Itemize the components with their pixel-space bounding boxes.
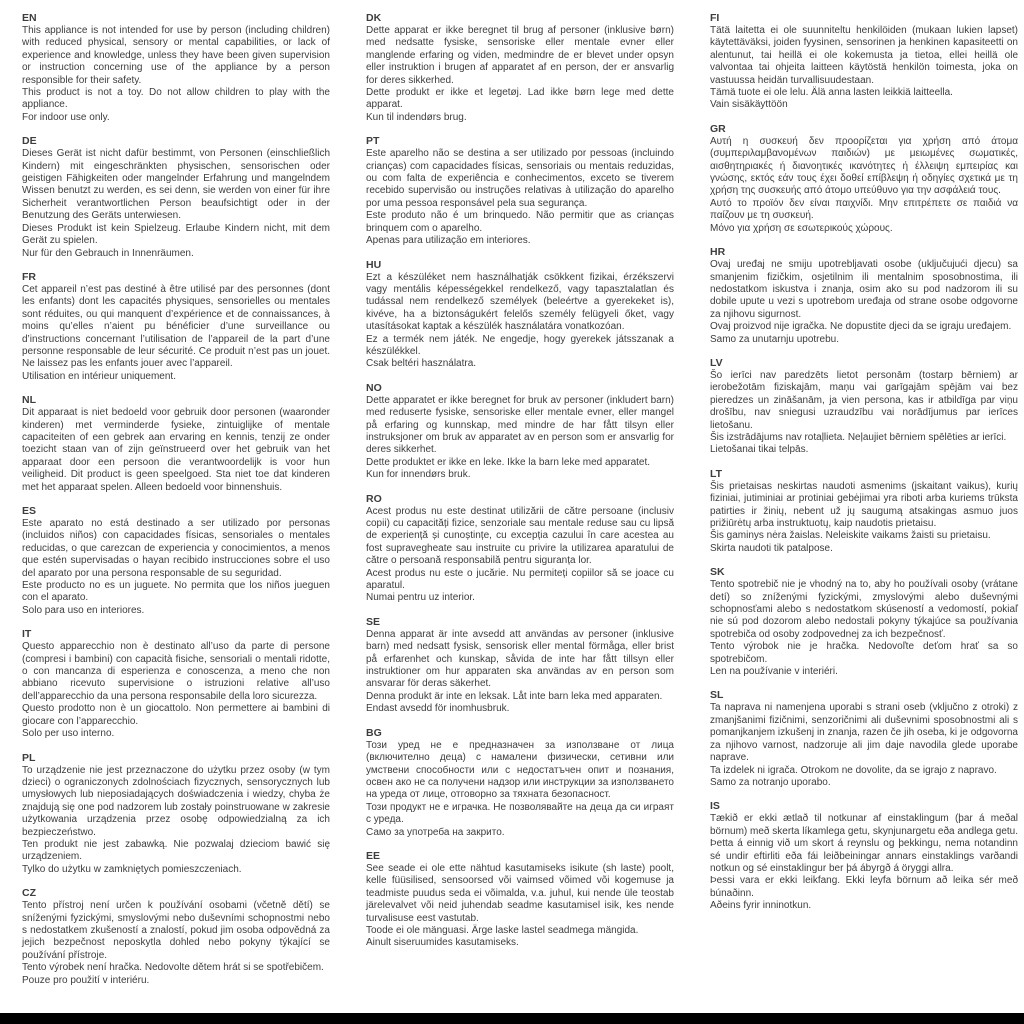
instruction-paragraph: Þessi vara er ekki leikfang. Ekki leyfa börnum að leika sér með búnaðinn. — [710, 875, 1018, 899]
instruction-paragraph: Tento přístroj není určen k používání osobami (včetně dětí) se sníženými fyzickými, smyslovými nebo duševními schopnostmi nebo s nedostatkem zkušeností a znalostí, pokud jim osoba odpovědná za jejich bezpečnost neposkytla dohled nebo pokyny týkající se používání přístroje. — [22, 900, 330, 961]
language-code-heading: NO — [366, 381, 382, 394]
instruction-paragraph: Denna produkt är inte en leksak. Låt inte barn leka med apparaten. — [366, 690, 663, 702]
instruction-paragraph: Dette apparat er ikke beregnet til brug af personer (inklusive børn) med nedsatte fysiske, sensoriske eller mentale evner eller manglende erfaring og viden, medmindre de er blevet under opsyn eller instruktion i brugen af apparatet af en person, der er ansvarlig for deres sikkerhed. — [366, 25, 674, 86]
language-section-sk — [710, 566, 1018, 678]
instruction-paragraph: Αυτό το προϊόν δεν είναι παιχνίδι. Μην επιτρέπετε σε παιδιά να παίζουν με τη συσκευή. — [710, 197, 1018, 222]
language-code-heading: SL — [710, 689, 724, 702]
instruction-paragraph: Este produto não é um brinquedo. Não permitir que as crianças brinquem com o aparelho. — [366, 210, 674, 234]
instruction-paragraph: Samo za notranjo uporabo. — [710, 776, 831, 788]
language-code-heading: SE — [366, 615, 381, 628]
language-code-heading: CZ — [22, 887, 36, 900]
language-section-it — [22, 628, 330, 740]
language-code-heading: IS — [710, 800, 720, 813]
language-code-heading: HU — [366, 258, 382, 271]
instruction-paragraph: Ta izdelek ni igrača. Otrokom ne dovolite, da se igrajo z napravo. — [710, 764, 997, 776]
instruction-paragraph: Šo ierīci nav paredzēts lietot personām (tostarp bērniem) ar ierobežotām fiziskajām, maņu vai garīgajām spējām vai bez pieredzes un zināšanām, ja vien persona, kas ir atbildīga par viņu drošību, nav sniegusi uzraudzību vai norādījumus par ierīces lietošanu. — [710, 369, 1018, 431]
language-section-no — [366, 382, 674, 482]
language-section-nl — [22, 394, 330, 494]
language-section-en — [22, 12, 330, 124]
instruction-paragraph: Len na používanie v interiéri. — [710, 666, 838, 678]
language-code-heading: LV — [710, 356, 723, 369]
instruction-paragraph: Този уред не е предназначен за използване от лица (включително деца) с намалени физически, сетивни или умствени способности или с недостатъчен опит и познания, освен ако не са получени надзор или инструкции за използването на уреда от лице, отговорно за тяхната безопасност. — [366, 739, 674, 801]
instruction-paragraph: Dette produktet er ikke en leke. Ikke la barn leke med apparatet. — [366, 456, 651, 468]
instruction-paragraph: Αυτή η συσκευή δεν προορίζεται για χρήση από άτομα (συμπεριλαμβανομένων παιδιών) με μειωμένες σωματικές, αισθητηριακές ή διανοητικές ικανότητες ή έλλειψη εμπειρίας και γνώσης, εκτός εάν τους έχει δοθεί επίβλεψη ή οδηγίες σχετικά με τη χρήση της συσκευής από άτομο υπεύθυνο για την ασφάλειά τους. — [710, 135, 1018, 197]
language-section-is — [710, 800, 1018, 912]
language-section-pl — [22, 752, 330, 877]
instruction-paragraph: Vain sisäkäyttöön — [710, 99, 788, 111]
language-section-gr — [710, 123, 1018, 235]
language-section-pt — [366, 135, 674, 247]
instruction-paragraph: Tento spotrebič nie je vhodný na to, aby ho používali osoby (vrátane detí) so zníženými fyzickými, zmyslovými alebo duševnými schopnosťami alebo s nedostatkom skúseností a vedomostí, pokiaľ nie sú pod dozorom alebo nedostali pokyny týkajúce sa používania spotrebiča od osoby zodpovednej za ich bezpečnosť. — [710, 579, 1018, 640]
instruction-paragraph: Само за употреба на закрито. — [366, 826, 505, 838]
language-code-heading: RO — [366, 492, 382, 505]
instruction-paragraph: Dette apparatet er ikke beregnet for bruk av personer (inkludert barn) med reduserte fysiske, sensoriske eller mentale evner, eller mangel på erfaring og kunnskap, med mindre de har fått tilsyn eller instruksjoner om bruk av apparatet av en person som er ansvarlig for deres sikkerhet. — [366, 394, 674, 456]
instruction-paragraph: Acest produs nu este destinat utilizării de către persoane (inclusiv copii) cu capacități fizice, senzoriale sau mentale reduse sau cu lipsă de experiență și cunoștințe, cu excepția cazului în care acestea au fost supravegheate sau instruite cu privire la utilizarea aparatului de către o persoană responsabilă pentru siguranța lor. — [366, 505, 674, 567]
language-code-heading: HR — [710, 246, 726, 259]
language-section-fr — [22, 271, 330, 383]
instruction-paragraph: Este aparelho não se destina a ser utilizado por pessoas (incluindo crianças) com capacidades físicas, sensoriais ou mentais reduzidas, ou com falta de experiência e conhecimentos, exceto se tiverem recebido supervisão ou instruções relativas à utilização do aparelho por uma pessoa responsável pela sua segurança. — [366, 148, 674, 209]
instruction-paragraph: Ezt a készüléket nem használhatják csökkent fizikai, érzékszervi vagy mentális képességekkel rendelkező, vagy tapasztalatlan és tudással nem rendelkező személyek (beleértve a gyerekeket is), kivéve, ha a biztonságukért felelős személy felügyeli őket, vagy utasításokat kaptak a készülék használatára vonatkozóan. — [366, 271, 674, 333]
instruction-paragraph: Tento výrobok nie je hračka. Nedovoľte deťom hrať sa so spotrebičom. — [710, 641, 1018, 665]
instruction-paragraph: Ta naprava ni namenjena uporabi s strani oseb (vključno z otroki) z zmanjšanimi fizičnimi, senzoričnimi ali duševnimi sposobnostmi ali s pomanjkanjem izkušenj in znanja, razen če jih oseba, ki je odgovorna za njihovo varnost, nadzoruje ali jim daje navodila glede uporabe naprave. — [710, 702, 1018, 764]
instruction-paragraph: Nur für den Gebrauch in Innenräumen. — [22, 247, 194, 259]
language-section-ro — [366, 493, 674, 605]
instruction-paragraph: Tento výrobek není hračka. Nedovolte dětem hrát si se spotřebičem. — [22, 962, 324, 974]
instruction-paragraph: Този продукт не е играчка. Не позволявайте на деца да си играят с уреда. — [366, 801, 674, 826]
instruction-paragraph: Csak beltéri használatra. — [366, 358, 477, 370]
instruction-paragraph: This appliance is not intended for use by person (including children) with reduced physical, sensory or mental capabilities, or lack of experience and knowledge, unless they have been given supervision or instruction concerning use of the appliance by a person responsible for their safety. — [22, 25, 330, 86]
language-section-bg — [366, 727, 674, 839]
instruction-paragraph: Endast avsedd för inomhusbruk. — [366, 703, 510, 715]
language-section-es — [22, 505, 330, 617]
language-section-de — [22, 135, 330, 260]
instruction-paragraph: Šis prietaisas neskirtas naudoti asmenims (įskaitant vaikus), kurių fiziniai, jutiminiai ar protiniai gebėjimai yra riboti arba kuriems trūksta patirties ir žinių, nebent už jų saugumą atsakingas asmuo juos prižiūrėtų arba instruktuotų, kaip naudotis prietaisu. — [710, 480, 1018, 529]
instruction-paragraph: Dieses Gerät ist nicht dafür bestimmt, von Personen (einschließlich Kindern) mit eingeschränkten physischen, sensorischen oder geistigen Fähigkeiten oder mangelnder Erfahrung und mangelndem Wissen benutzt zu werden, es sei denn, sie werden von einer für ihre Sicherheit verantwortlichen Person beaufsichtigt oder in der Benutzung des Geräts unterwiesen. — [22, 148, 330, 222]
instruction-paragraph: Skirta naudoti tik patalpose. — [710, 542, 833, 554]
bottom-black-bar — [0, 1013, 1024, 1024]
instruction-paragraph: Acest produs nu este o jucărie. Nu permiteți copiilor să se joace cu aparatul. — [366, 567, 674, 592]
instruction-paragraph: Dieses Produkt ist kein Spielzeug. Erlaube Kindern nicht, mit dem Gerät zu spielen. — [22, 222, 330, 247]
language-code-heading: FR — [22, 270, 36, 283]
language-section-fi — [710, 12, 1018, 112]
instruction-paragraph: Kun til indendørs brug. — [366, 111, 467, 123]
language-code-heading: GR — [710, 122, 726, 135]
instruction-paragraph: Apenas para utilização em interiores. — [366, 235, 531, 247]
instruction-paragraph: Samo za unutarnju upotrebu. — [710, 333, 839, 345]
instruction-paragraph: Ainult siseruumides kasutamiseks. — [366, 937, 519, 949]
column-left — [22, 12, 330, 998]
language-code-heading: BG — [366, 726, 382, 739]
language-code-heading: PT — [366, 135, 380, 148]
instruction-paragraph: Ovaj uređaj ne smiju upotrebljavati osobe (uključujući djecu) sa smanjenim fizičkim, osjetilnim ili mentalnim sposobnostima, ili nedostatkom iskustva i znanja, osim ako su pod nadzorom ili su dobile upute u vezi s upotrebom uređaja od strane osobe odgovorne za njihovu sigurnost. — [710, 259, 1018, 320]
instruction-paragraph: Lietošanai tikai telpās. — [710, 444, 809, 456]
language-section-lt — [710, 468, 1018, 555]
language-code-heading: SK — [710, 566, 725, 579]
language-section-hr — [710, 246, 1018, 346]
column-right — [710, 12, 1018, 998]
instruction-paragraph: Šis gaminys nėra žaislas. Neleiskite vaikams žaisti su prietaisu. — [710, 530, 991, 542]
language-section-cz — [22, 887, 330, 987]
instruction-paragraph: Este aparato no está destinado a ser utilizado por personas (incluidos niños) con capacidades físicas, sensoriales o mentales reducidas, o que carezcan de experiencia y conocimientos, a menos que estén supervisadas o hayan recibido instrucciones sobre el uso del aparato por una persona responsable de su seguridad. — [22, 518, 330, 579]
instruction-paragraph: Tätä laitetta ei ole suunniteltu henkilöiden (mukaan lukien lapset) käytettäväksi, joiden fyysinen, sensorinen ja henkinen kapasiteetti on alentunut, tai heillä ei ole kokemusta ja tietoa, ellei heillä ole valvontaa tai ohjeita laitteen käytöstä henkilön toimesta, joka on vastuussa heidän turvallisuudestaan. — [710, 25, 1018, 86]
instruction-paragraph: This product is not a toy. Do not allow children to play with the appliance. — [22, 87, 330, 111]
instruction-paragraph: Questo prodotto non è un giocattolo. Non permettere ai bambini di giocare con l’apparecchio. — [22, 703, 330, 727]
language-code-heading: FI — [710, 12, 720, 24]
instruction-paragraph: To urządzenie nie jest przeznaczone do użytku przez osoby (w tym dzieci) o ograniczonych zdolnościach fizycznych, sensorycznych lub umysłowych lub nieposiadających doświadczenia i wiedzy, chyba że znajdują się one pod nadzorem lub zostały poinstruowane w zakresie użytkowania urządzenia przez osobę odpowiedzialną za ich bezpieczeństwo. — [22, 764, 330, 838]
instruction-paragraph: Utilisation en intérieur uniquement. — [22, 370, 176, 382]
language-code-heading: ES — [22, 505, 37, 517]
language-code-heading: IT — [22, 628, 32, 641]
instruction-paragraph: Μόνο για χρήση σε εσωτερικούς χώρους. — [710, 222, 893, 234]
language-code-heading: DK — [366, 12, 382, 24]
instruction-paragraph: Solo per uso interno. — [22, 728, 115, 740]
instruction-paragraph: Tækið er ekki ætlað til notkunar af einstaklingum (þar á meðal börnum) með skerta líkamlega getu, skynjunargetu eða andlega getu. Þetta á einnig við um skort á reynslu og þekkingu, nema notandinn sé undir eftirliti eða fái leiðbeiningar annars einstaklings varðandi notkun og sé einstaklingur ber þá ábyrgð á öryggi allra. — [710, 813, 1018, 874]
instruction-paragraph: Kun for innendørs bruk. — [366, 469, 471, 481]
instruction-paragraph: Pouze pro použití v interiéru. — [22, 974, 150, 986]
language-section-hu — [366, 259, 674, 371]
instruction-paragraph: Este producto no es un juguete. No permita que los niños jueguen con el aparato. — [22, 580, 330, 604]
language-section-lv — [710, 357, 1018, 457]
instruction-paragraph: Denna apparat är inte avsedd att användas av personer (inklusive barn) med nedsatt fysisk, sensorisk eller mental förmåga, eller brist på erfarenhet och kunskap, såvida de inte har fått tillsyn eller instruktioner om hur apparaten ska användas av en person som ansvarar för deras säkerhet. — [366, 628, 674, 690]
instruction-paragraph: Solo para uso en interiores. — [22, 604, 145, 616]
instruction-paragraph: Ez a termék nem játék. Ne engedje, hogy gyerekek játsszanak a készülékkel. — [366, 333, 674, 357]
language-section-sl — [710, 689, 1018, 789]
instruction-paragraph: Numai pentru uz interior. — [366, 592, 475, 604]
instruction-paragraph: Aðeins fyrir inninotkun. — [710, 900, 812, 912]
instruction-paragraph: Toode ei ole mänguasi. Ärge laske lastel seadmega mängida. — [366, 924, 639, 936]
instruction-paragraph: For indoor use only. — [22, 111, 110, 123]
language-section-se — [366, 616, 674, 716]
language-section-ee — [366, 850, 674, 950]
instruction-paragraph: Ovaj proizvod nije igračka. Ne dopustite djeci da se igraju uređajem. — [710, 321, 1012, 333]
instruction-paragraph: Ten produkt nie jest zabawką. Nie pozwalaj dzieciom bawić się urządzeniem. — [22, 838, 330, 863]
language-code-heading: PL — [22, 751, 36, 764]
instruction-paragraph: Questo apparecchio non è destinato all’uso da parte di persone (compresi i bambini) con capacità fisiche, sensoriali o mentali ridotte, o con mancanza di esperienza e conoscenza, a meno che non abbiano ricevuto supervisione o istruzioni relative all’uso dell’apparecchio da una persona responsabile della loro sicurezza. — [22, 641, 330, 702]
language-code-heading: DE — [22, 135, 37, 148]
language-section-dk — [366, 12, 674, 124]
language-code-heading: LT — [710, 467, 723, 480]
instruction-paragraph: Tämä tuote ei ole lelu. Älä anna lasten leikkiä laitteella. — [710, 87, 953, 99]
instruction-paragraph: See seade ei ole ette nähtud kasutamiseks isikute (sh laste) poolt, kelle füüsilised, sensoorsed või vaimsed võimed või kogemuse ja teadmiste puudus seda ei võimalda, v.a. juhul, kui nende üle teostab järelevalvet või neid juhendab seadme kasutamisel isik, kes nende turvalisuse eest vastutab. — [366, 862, 674, 924]
language-code-heading: EE — [366, 849, 381, 862]
column-middle — [366, 12, 674, 998]
language-code-heading: EN — [22, 12, 37, 24]
instruction-paragraph: Cet appareil n’est pas destiné à être utilisé par des personnes (dont les enfants) dont les capacités physiques, sensorielles ou mentales sont réduites, ou qui manquent d’expérience et de connaissances, à moins qu’elles n’aient pu bénéficier d’une surveillance ou d’instructions concernant l’utilisation de l’appareil de la part d’une personne responsable de leur sécurité. Ce produit n’est pas un jouet. Ne laissez pas les enfants jouer avec l’appareil. — [22, 283, 330, 370]
instruction-paragraph: Tylko do użytku w zamkniętych pomieszczeniach. — [22, 863, 242, 875]
instruction-paragraph: Dit apparaat is niet bedoeld voor gebruik door personen (waaronder kinderen) met verminderde fysieke, zintuiglijke of mentale capaciteiten of een gebrek aan ervaring en kennis, tenzij ze onder toezicht staan van of zijn geïnstrueerd over het gebruik van het apparaat door een persoon die verantwoordelijk is voor hun veiligheid. Dit product is geen speelgoed. Sta niet toe dat kinderen met het apparaat spelen. Alleen bedoeld voor binnenshuis. — [22, 407, 330, 493]
language-code-heading: NL — [22, 394, 36, 407]
instruction-paragraph: Šis izstrādājums nav rotaļlieta. Neļaujiet bērniem spēlēties ar ierīci. — [710, 431, 1007, 443]
instruction-paragraph: Dette produkt er ikke et legetøj. Lad ikke børn lege med dette apparat. — [366, 87, 674, 111]
